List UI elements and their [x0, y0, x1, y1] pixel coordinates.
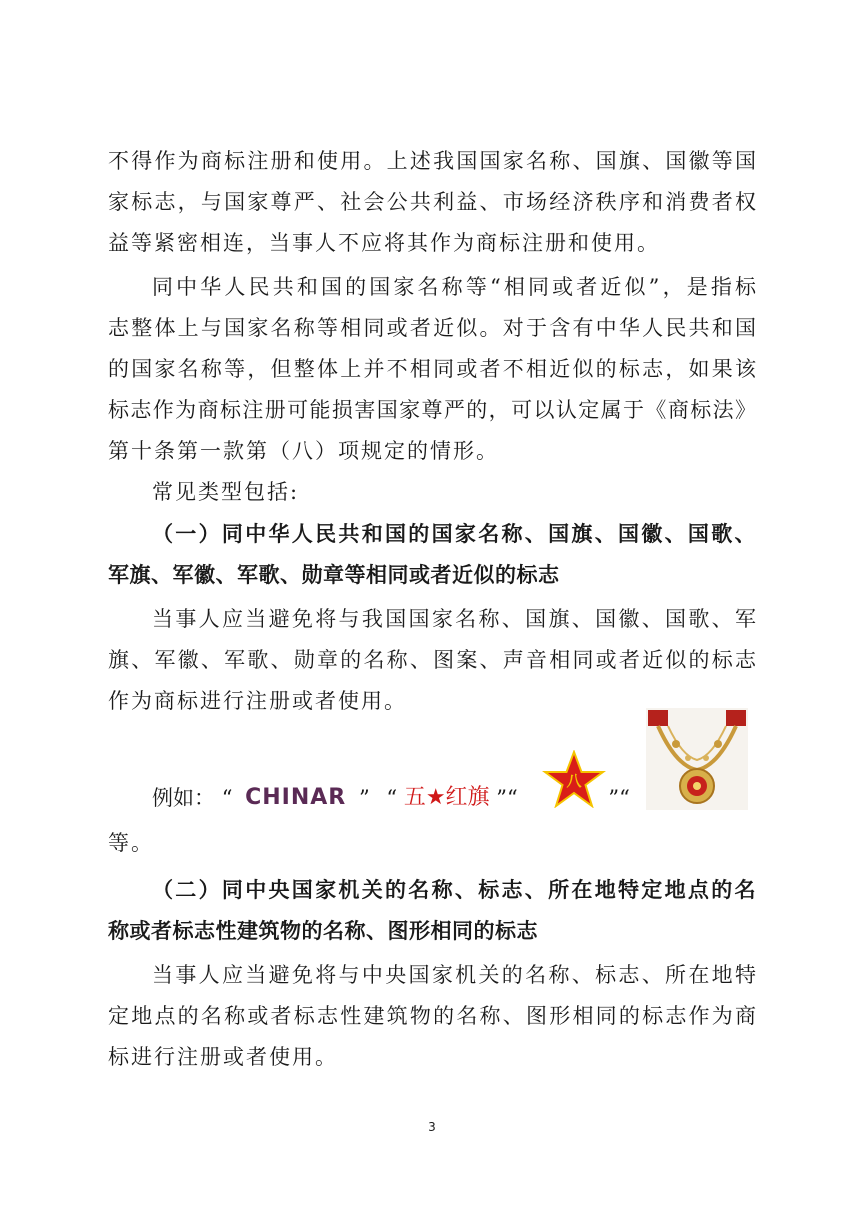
- quote-mark: ”“: [496, 785, 518, 810]
- body-line: 第十条第一款第（八）项规定的情形。: [108, 439, 499, 463]
- quote-mark: “: [386, 785, 398, 810]
- army-star-emblem-icon: [542, 750, 606, 808]
- chinar-logo-text: CHINAR: [245, 784, 347, 810]
- body-line: 益等紧密相连，当事人不应将其作为商标注册和使用。: [108, 231, 660, 255]
- body-line: 旗、军徽、军歌、勋章的名称、图案、声音相同或者近似的标志: [108, 648, 756, 672]
- quote-mark: ”: [358, 785, 370, 810]
- body-line: 定地点的名称或者标志性建筑物的名称、图形相同的标志作为商: [108, 1004, 756, 1028]
- page-number: 3: [428, 1120, 436, 1134]
- body-line: 不得作为商标注册和使用。上述我国国家名称、国旗、国徽等国: [108, 149, 756, 173]
- body-line: 作为商标进行注册或者使用。: [108, 689, 407, 713]
- body-line: 的国家名称等，但整体上并不相同或者不相近似的标志，如果该: [108, 357, 756, 381]
- body-line: 标进行注册或者使用。: [108, 1045, 338, 1069]
- medal-icon: [646, 708, 748, 810]
- body-line: 常见类型包括:: [152, 480, 300, 504]
- body-line: 同中华人民共和国的国家名称等“相同或者近似”，是指标: [152, 275, 756, 299]
- quote-mark: ”“: [608, 785, 630, 810]
- body-line: 标志作为商标注册可能损害国家尊严的，可以认定属于《商标法》: [108, 398, 756, 422]
- section-heading: 称或者标志性建筑物的名称、图形相同的标志: [108, 919, 538, 943]
- body-line: 家标志，与国家尊严、社会公共利益、市场经济秩序和消费者权: [108, 190, 756, 214]
- section-heading: 军旗、军徽、军歌、勋章等相同或者近似的标志: [108, 563, 560, 587]
- example-prefix: 例如：: [152, 785, 215, 810]
- body-line: 当事人应当避免将与中央国家机关的名称、标志、所在地特: [152, 963, 756, 987]
- section-heading: （一）同中华人民共和国的国家名称、国旗、国徽、国歌、: [152, 522, 756, 546]
- body-line: 志整体上与国家名称等相同或者近似。对于含有中华人民共和国: [108, 316, 756, 340]
- section-heading: （二）同中央国家机关的名称、标志、所在地特定地点的名: [152, 878, 756, 902]
- body-line: 等。: [108, 831, 154, 855]
- body-line: 当事人应当避免将与我国国家名称、国旗、国徽、国歌、军: [152, 607, 756, 631]
- quote-mark: “: [221, 785, 233, 810]
- wuxing-hongqi-text: 五★红旗: [403, 784, 490, 810]
- star-label: 八: [566, 772, 582, 790]
